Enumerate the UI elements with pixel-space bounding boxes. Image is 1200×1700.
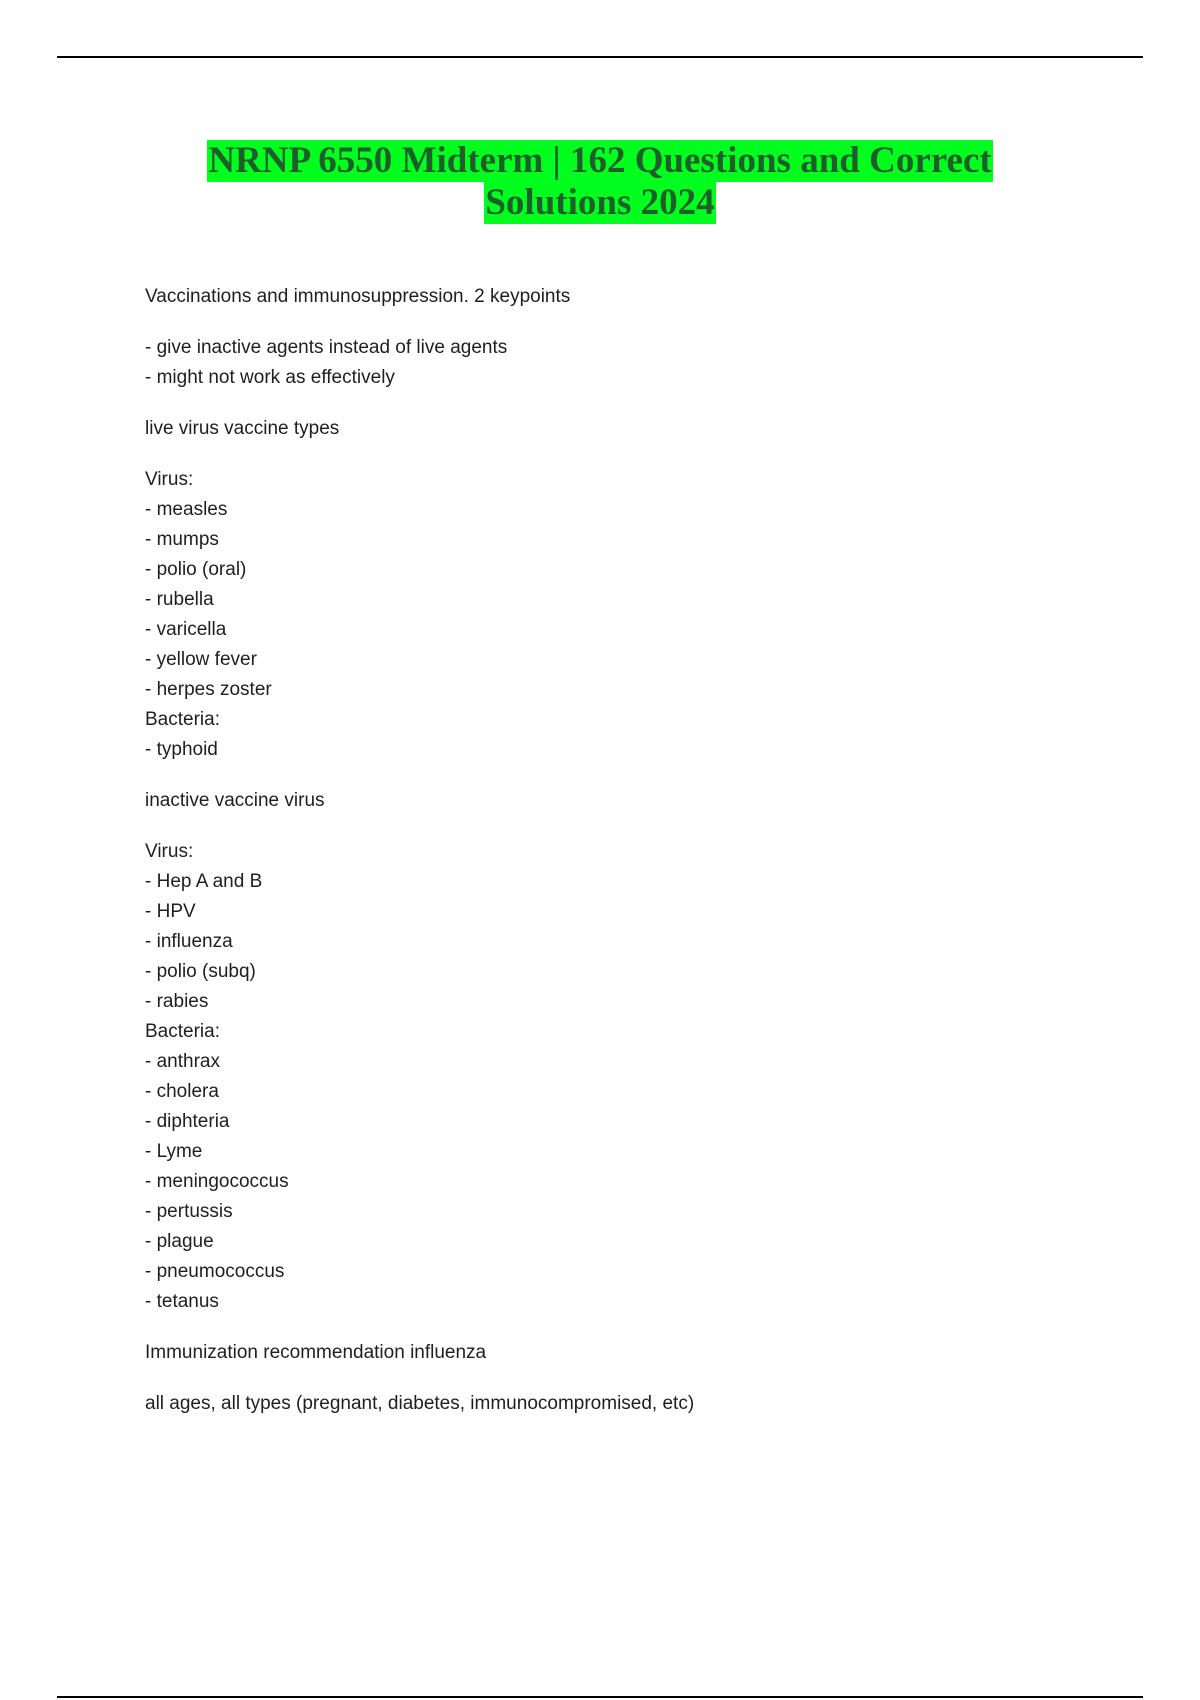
page-title: [0, 140, 1200, 224]
answer-line: - Lyme: [145, 1141, 203, 1162]
answer-line: - polio (subq): [145, 961, 256, 982]
answer-block: [145, 465, 1045, 765]
top-rule: [57, 56, 1143, 58]
answer-line: - cholera: [145, 1081, 219, 1102]
answer-line: - influenza: [145, 931, 233, 952]
answer-line: Virus:: [145, 841, 194, 862]
title-line-2: Solutions 2024: [485, 182, 715, 223]
answer-line: - anthrax: [145, 1051, 220, 1072]
answer-line: - polio (oral): [145, 559, 247, 580]
answer-line: - HPV: [145, 901, 196, 922]
answer-block: [145, 837, 1045, 1317]
answer-block: [145, 333, 1045, 393]
answer-line: all ages, all types (pregnant, diabetes, immunocompromised, etc): [145, 1393, 695, 1414]
answer-line: - Hep A and B: [145, 871, 263, 892]
answer-block: [145, 1389, 1045, 1419]
question-block: [145, 414, 1045, 444]
title-line-1: NRNP 6550 Midterm | 162 Questions and Correct: [208, 140, 992, 181]
answer-line: - plague: [145, 1231, 214, 1252]
answer-line: Bacteria:: [145, 1021, 220, 1042]
answer-line: Virus:: [145, 469, 194, 490]
question-block: [145, 282, 1045, 312]
answer-line: - rubella: [145, 589, 214, 610]
answer-line: - measles: [145, 499, 228, 520]
bottom-rule: [57, 1696, 1143, 1698]
question-text: Vaccinations and immunosuppression. 2 keypoints: [145, 286, 571, 307]
answer-line: - mumps: [145, 529, 219, 550]
answer-line: - yellow fever: [145, 649, 257, 670]
answer-line: - rabies: [145, 991, 209, 1012]
answer-line: - herpes zoster: [145, 679, 272, 700]
answer-line: - varicella: [145, 619, 227, 640]
answer-line: - pertussis: [145, 1201, 233, 1222]
question-text: live virus vaccine types: [145, 418, 340, 439]
answer-line: - might not work as effectively: [145, 367, 395, 388]
question-block: [145, 786, 1045, 816]
document-body: [145, 282, 1045, 1419]
question-text: Immunization recommendation influenza: [145, 1342, 487, 1363]
answer-line: - tetanus: [145, 1291, 219, 1312]
answer-line: - pneumococcus: [145, 1261, 285, 1282]
answer-line: Bacteria:: [145, 709, 220, 730]
answer-line: - meningococcus: [145, 1171, 289, 1192]
question-block: [145, 1338, 1045, 1368]
answer-line: - diphteria: [145, 1111, 230, 1132]
answer-line: - typhoid: [145, 739, 218, 760]
answer-line: - give inactive agents instead of live agents: [145, 337, 508, 358]
question-text: inactive vaccine virus: [145, 790, 325, 811]
